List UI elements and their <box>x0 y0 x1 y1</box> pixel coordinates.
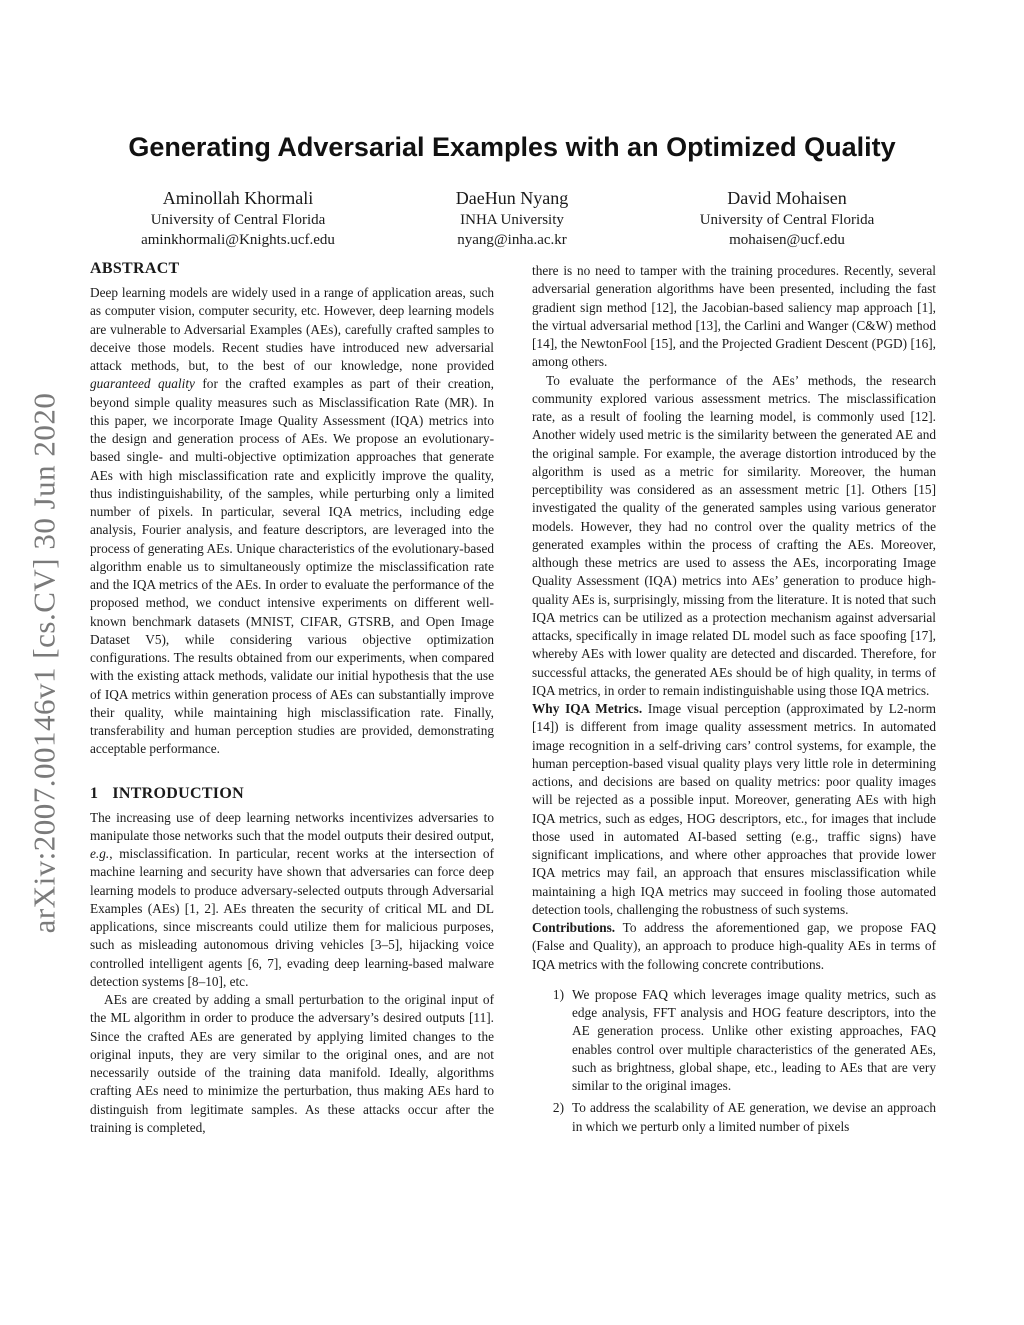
author-name: Aminollah Khormali <box>162 188 314 208</box>
intro-paragraph: To evaluate the performance of the AEs’ methods, the research community explored various assessment metrics. The misclassification rate, as a result of fooling the learning model, is commonly used [12]. Another widely used metric is the similarity between the generated AE and the original sample. For example, the average distortion introduced by the algorithm is used as a metric for similarity. Moreover, the human perceptibility was considered as an assessment metric [1]. Others [15] investigated the quality of the generated samples using various generator models. However, they had no control over the quality metrics of the generated examples within the process of crafting the AEs. Moreover, although these metrics are used to assess the AEs, incorporating Image Quality Assessment (IQA) metrics into AEs’ generation to produce high-quality AEs is, surprisingly, missing from the literature. It is noted that such IQA metrics can be utilized as a protection mechanism against adversarial attacks, specifically in image related DL model such as face spoofing [17], whereby AEs with lower quality are detected and discarded. Therefore, for successful attacks, the generated AEs should be of high quality, in terms of IQA metrics, in order to remain indistinguishable using those IQA metrics. <box>532 372 936 698</box>
run-in-heading: Why IQA Metrics. <box>532 701 643 716</box>
list-item-number: 2) <box>552 1100 564 1116</box>
abstract-paragraph: Deep learning models are widely used in a range of application areas, such as computer vision, computer security, etc. However, deep learning models are vulnerable to Adversarial Examples (AEs), carefully crafted samples to deceive those models. Recent studies have introduced new adversarial attack methods, but, to the best of our knowledge, none provided guaranteed quality for the crafted examples as part of their creation, beyond simple quality measures such as Misclassification Rate (MR). In this paper, we incorporate Image Quality Assessment (IQA) metrics into the design and generation process of AEs. We propose an evolutionary-based single- and multi-objective optimization approaches that generate AEs with high misclassification rate and explicitly improve the quality, thus indistinguishability, of the samples, while perturbing only a limited number of pixels. In particular, several IQA metrics, including edge analysis, Fourier analysis, and feature descriptors, are leveraged into the process of generating AEs. Unique characteristics of the evolutionary-based algorithm enable us to simultaneously optimize the misclassification rate and the IQA metrics of the AEs. In order to evaluate the performance of the proposed method, we conduct intensive experiments on different well-known benchmark datasets (MNIST, CIFAR, GTSRB, and Open Image Dataset V5), while considering various objective optimization configurations. The results obtained from our experiments, when compared with the existing attack methods, validate our initial hypothesis that the use of IQA metrics within generation process of AEs can substantially improve their quality, while maintaining high misclassification rate. Finally, transferability and human perception studies are provided, demonstrating acceptable performance. <box>90 285 494 757</box>
intro-paragraph: AEs are created by adding a small perturbation to the original input of the ML algorithm in order to produce the adversary’s desired outputs [11]. Since the crafted AEs are generated by applying limited changes to the original inputs, they are very similar to the original ones, and are not necessarily outside of the training data manifold. Ideally, algorithms crafting AEs need to minimize the perturbation, thus making AEs hard to distinguish from legitimate samples. As these attacks occur after the training is completed, <box>90 992 494 1135</box>
author-affiliation: INHA University <box>460 212 564 228</box>
list-item <box>532 986 936 1096</box>
contributions-list <box>532 986 936 1136</box>
author-email: mohaisen@ucf.edu <box>729 232 845 248</box>
author-block <box>88 186 388 250</box>
author-name: DaeHun Nyang <box>455 188 569 208</box>
list-item <box>532 1099 936 1136</box>
list-item-number: 1) <box>552 986 564 1002</box>
intro-paragraph-continued: there is no need to tamper with the training procedures. Recently, several adversarial generation algorithms have been presented, including the fast gradient sign method [12], the Jacobian-based saliency map approach [1], the virtual adversarial method [13], the Carlini and Wanger (C&W) method [14], the NewtonFool [15], and the Projected Gradient Descent (PGD) [16], among others. <box>532 263 936 370</box>
list-item-text: To address the scalability of AE generation, we devise an approach in which we perturb only a limited number of pixels <box>572 1100 936 1134</box>
author-affiliation: University of Central Florida <box>699 212 875 228</box>
left-column <box>90 258 494 1137</box>
author-block <box>362 186 662 250</box>
paper-title: Generating Adversarial Examples with an Optimized Quality <box>128 132 896 162</box>
author-affiliation: University of Central Florida <box>150 212 326 228</box>
arxiv-identifier-stamp <box>22 0 66 1325</box>
right-column <box>532 262 936 1136</box>
abstract-heading: ABSTRACT <box>90 260 180 277</box>
author-email: aminkhormali@Knights.ucf.edu <box>141 232 335 248</box>
run-in-heading: Contributions. <box>532 920 616 935</box>
introduction-heading: 1 INTRODUCTION <box>90 784 244 802</box>
contributions-paragraph: Contributions. To address the aforementioned gap, we propose FAQ (False and Quality), an approach to produce high-quality AEs in terms of IQA metrics with the following concrete contributions. <box>532 920 936 972</box>
author-name: David Mohaisen <box>727 188 847 208</box>
section-number: 1 <box>90 784 99 802</box>
intro-paragraph: The increasing use of deep learning networks incentivizes adversaries to manipulate those networks such that the model outputs their desired output, e.g., misclassification. In particular, recent works at the intersection of machine learning and security have shown that adversaries can force deep learning models to produce adversary-selected outputs through Adversarial Examples (AEs) [1, 2]. AEs threaten the security of critical ML and DL applications, since miscreants could utilize them for malicious purposes, such as misleading autonomous driving vehicles [3–5], hijacking voice controlled intelligent agents [6, 7], evading deep learning-based malware detection systems [8–10], etc. <box>90 809 494 989</box>
arxiv-identifier-text: arXiv:2007.00146v1 [cs.CV] 30 Jun 2020 <box>26 392 62 933</box>
author-block <box>637 186 937 250</box>
author-email: nyang@inha.ac.kr <box>457 232 567 248</box>
why-iqa-paragraph: Why IQA Metrics. Image visual perception (approximated by L2-norm [14]) is different from image quality assessment metrics. In automated image recognition in a self-driving cars’ control systems, for example, the human perception-based visual quality plays very little role in determining actions, and decisions are based on quality metrics: poor quality images will be rejected as a possible input. Moreover, generating AEs with high IQA metrics, such as edges, HOG descriptors, etc., for images that include those used in automated AI-based setting (e.g., traffic signs) have significant implications, and where other approaches that provide lower IQA metrics may fail, an approach that ensures misclassification while maintaining a high IQA metrics may succeed in fooling those automated detection tools, challenging the robustness of such systems. <box>532 701 936 917</box>
list-item-text: We propose FAQ which leverages image quality metrics, such as edge analysis, FFT analysis and HOG feature descriptors, into the AE generation process. Unlike other existing approaches, FAQ enables control over multiple characteristics of the generated AEs, such as brightness, global shape, etc., leading to AEs that are very similar to the original images. <box>572 986 936 1093</box>
